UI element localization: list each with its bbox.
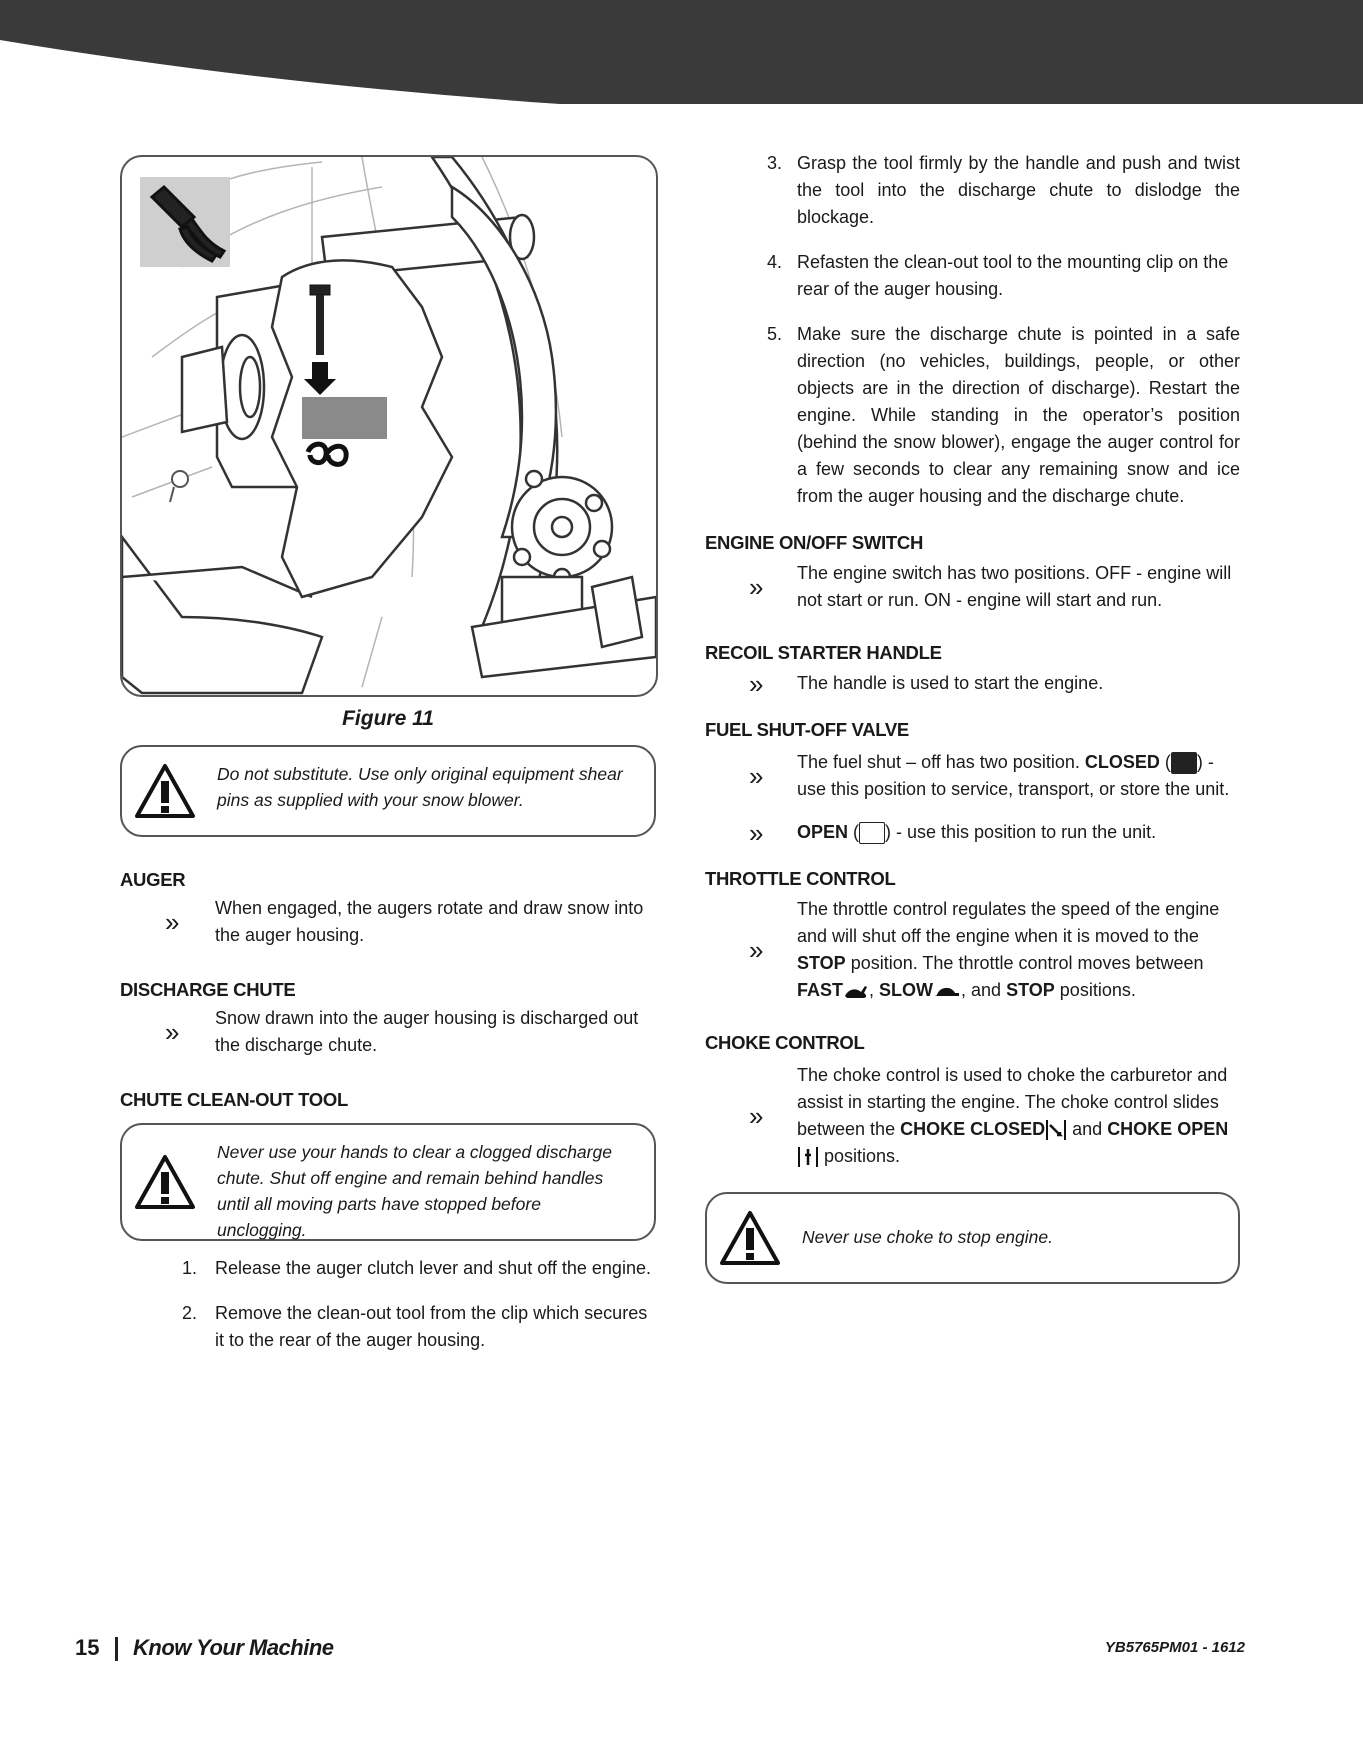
chevron-icon: » [749,761,764,791]
chute-tool-heading: CHUTE CLEAN-OUT TOOL [120,1089,348,1110]
left-column [120,155,656,1354]
fuel-closed-description: » The fuel shut – off has two position. CLOSED ( ) - use this position to service, transport, or store the unit. [749,752,1230,799]
warning-choke-text: Never use choke to stop engine. [802,1227,1053,1247]
clean-out-steps-right [705,150,1240,510]
chevron-icon: » [749,817,764,848]
discharge-chute-heading: DISCHARGE CHUTE [120,979,296,1000]
footer-section-title: Know Your Machine [133,1635,334,1660]
choke-description: » The choke control is used to choke the carburetor and assist in starting the engine. The choke control slides between the CHOKE CLOSED and CHOKE OPEN positions. [705,1062,1240,1170]
warning-choke [705,1192,1240,1284]
page-footer [75,1635,1245,1675]
right-column [705,150,1240,1284]
figure-caption: Figure 11 [342,707,434,730]
list-item: 2. Remove the clean-out tool from the clip which secures it to the rear of the auger housing. [182,1303,648,1350]
header-banner [0,0,1363,110]
fuel-open-icon [859,822,885,844]
warning-clogged-chute [120,1123,656,1241]
recoil-description: » The handle is used to start the engine. [749,668,1104,699]
figure-illustration [120,155,658,697]
list-item: 1. Release the auger clutch lever and shut off the engine. [182,1258,651,1278]
auger-text: When engaged, the augers rotate and draw snow into the auger housing. [215,898,644,945]
discharge-chute-description [120,1005,656,1059]
engine-switch-heading: ENGINE ON/OFF SWITCH [705,532,924,553]
throttle-description: » The throttle control regulates the speed of the engine and will shut off the engine when it is moved to the STOP position. The throttle control moves between FAST , SLOW , and STOP positions. [749,899,1220,1000]
chevron-icon: » [749,668,764,699]
choke-open-icon [797,1146,819,1168]
chevron-icon: » [749,1101,764,1131]
engine-switch-description: » The engine switch has two positions. OFF - engine will not start or run. ON - engine will start and run. [749,563,1232,610]
fuel-open-description: » OPEN ( ) - use this position to run the unit. [749,817,1157,848]
chevron-icon: » [165,907,180,937]
turtle-icon [933,983,961,999]
list-item: 3. Grasp the tool firmly by the handle and push and twist the tool into the discharge chute to dislodge the blockage. [767,153,1240,227]
throttle-heading: THROTTLE CONTROL [705,868,896,889]
auger-description [120,895,656,949]
chevron-icon: » [165,1017,180,1047]
chevron-icon: » [749,935,764,965]
clean-out-steps-left [120,1255,656,1354]
recoil-heading: RECOIL STARTER HANDLE [705,642,942,663]
warning-shear-pins [120,745,656,837]
list-item: 4. Refasten the clean-out tool to the mounting clip on the rear of the auger housing. [767,252,1229,299]
fuel-valve-heading: FUEL SHUT-OFF VALVE [705,719,909,740]
warning-icon [719,1210,781,1266]
auger-heading: AUGER [120,869,186,890]
discharge-chute-text: Snow drawn into the auger housing is discharged out the discharge chute. [215,1008,639,1055]
warning-clogged-text: Never use your hands to clear a clogged discharge chute. Shut off engine and remain behind handles until all moving parts have stopped before unclogging. [217,1142,612,1240]
warning-icon [134,1154,196,1210]
choke-heading: CHOKE CONTROL [705,1032,865,1053]
chevron-icon: » [749,572,764,602]
warning-icon [134,763,196,819]
rabbit-icon [843,982,869,1000]
footer-divider [115,1637,118,1661]
warning-shear-text: Do not substitute. Use only original equipment shear pins as supplied with your snow blower. [217,764,623,810]
list-item: 5. Make sure the discharge chute is pointed in a safe direction (no vehicles, buildings, people, or other objects are in the direction of discharge). Restart the engine. While standing in the operator’s position (behind the snow blower), engage the auger control for a few seconds to clear any remaining snow and ice from the auger housing and the discharge chute. [767,324,1240,506]
fuel-closed-icon [1171,752,1197,774]
choke-closed-icon [1045,1119,1067,1141]
document-code: YB5765PM01 - 1612 [1104,1639,1245,1656]
page-number: 15 [75,1635,100,1660]
